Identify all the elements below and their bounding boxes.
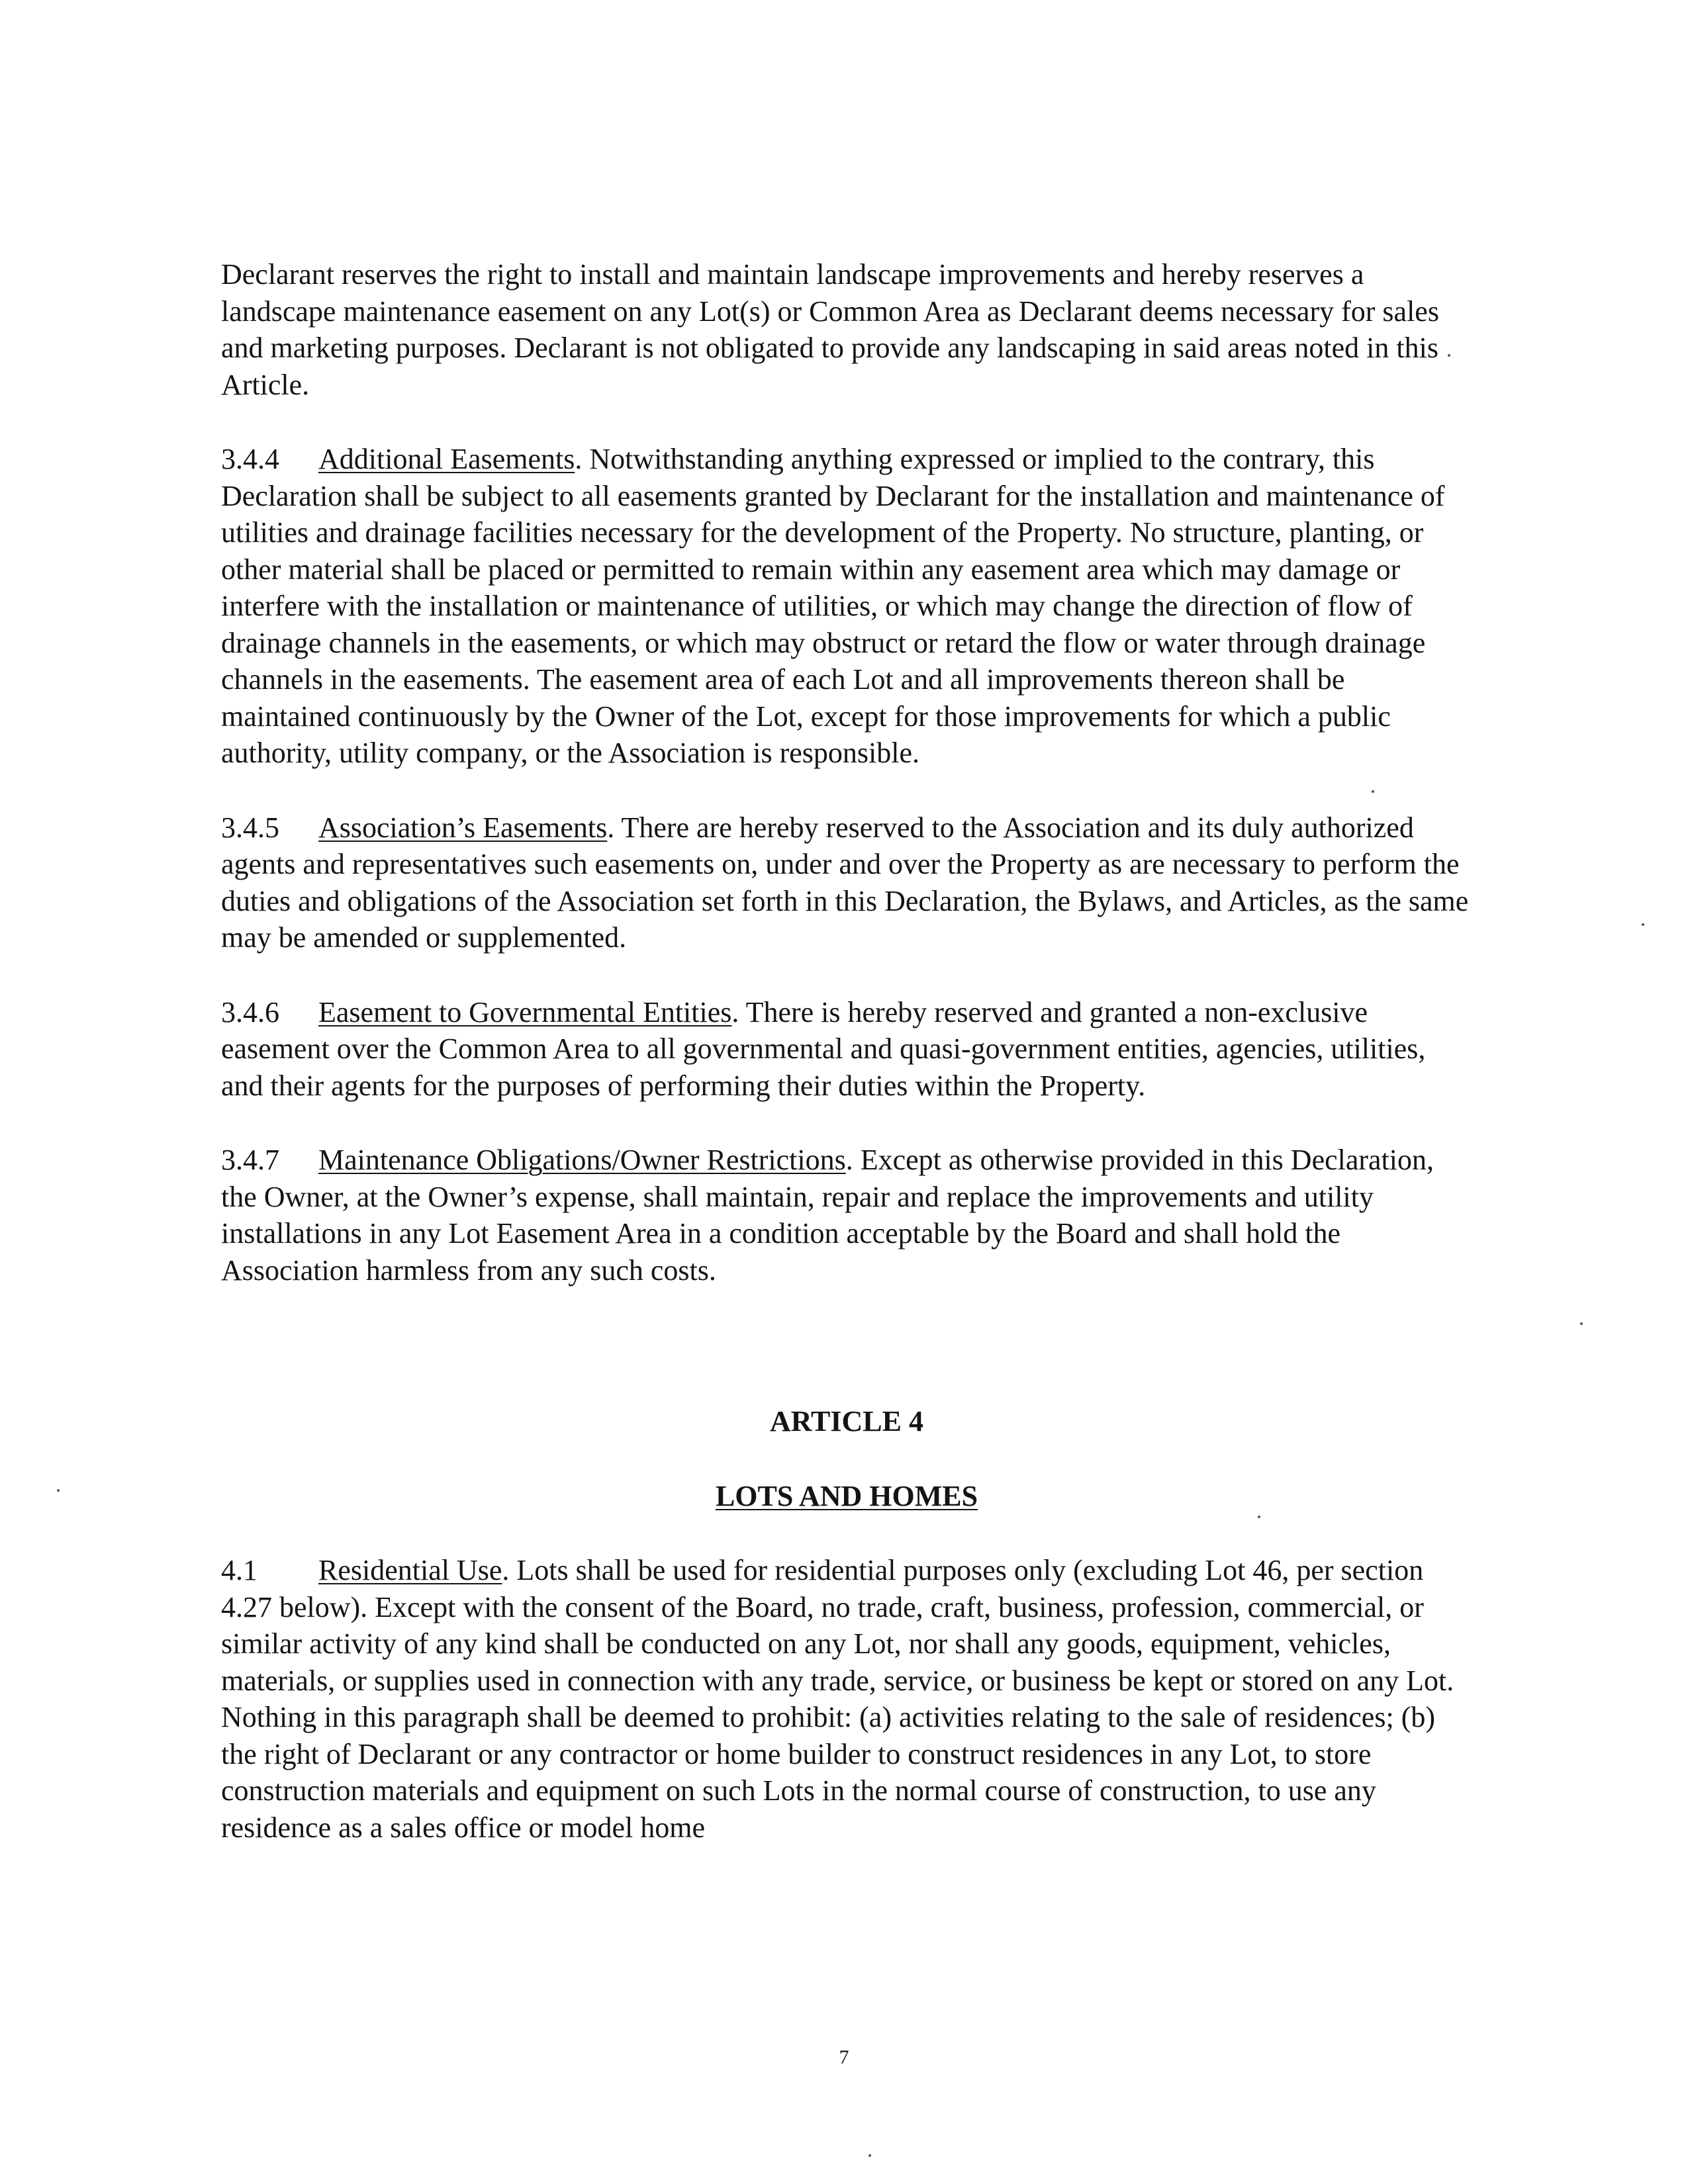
- scan-speck: [57, 1489, 60, 1492]
- scan-speck: [868, 2154, 871, 2157]
- article-title: LOTS AND HOMES: [715, 1479, 978, 1512]
- section-number: 3.4.6: [221, 995, 279, 1028]
- section-3-4-6: [221, 994, 1472, 1105]
- section-body: . There are hereby reserved to the Association and its duly authorized agents and representatives such easements on, under and over the Property as are necessary to perform the duties and obligations of the Association set forth in this Declaration, the Bylaws, and Articles, as the same may be amended or supplemented.: [221, 811, 1469, 954]
- document-page: [221, 256, 1472, 1884]
- section-body: . Notwithstanding anything expressed or implied to the contrary, this Declaration shall be subject to all easements granted by Declarant for the installation and maintenance of utilities and drainage facilities necessary for the development of the Property. No structure, planting, or other material shall be placed or permitted to remain within any easement area which may damage or interfere with the installation or maintenance of utilities, or which may change the direction of flow of drainage channels in the easements, or which may obstruct or retard the flow or water through drainage channels in the easements. The easement area of each Lot and all improvements thereon shall be maintained continuously by the Owner of the Lot, except for those improvements for which a public authority, utility company, or the Association is responsible.: [221, 443, 1445, 769]
- section-body: . There is hereby reserved and granted a non-exclusive easement over the Common Area to all governmental and quasi-government entities, agencies, utilities, and their agents for the purposes of performing their duties within the Property.: [221, 995, 1426, 1102]
- section-4-1: [221, 1552, 1472, 1846]
- section-number: 3.4.5: [221, 811, 279, 844]
- scan-speck: [1448, 354, 1450, 357]
- scan-speck: [1372, 790, 1374, 793]
- page-number: 7: [839, 2046, 849, 2068]
- section-number: 3.4.4: [221, 443, 279, 475]
- section-3-4-4: [221, 441, 1472, 772]
- section-number: 4.1: [221, 1554, 258, 1586]
- section-title: Additional Easements: [318, 443, 575, 475]
- intro-paragraph: Declarant reserves the right to install and maintain landscape improvements and hereby reserves a landscape maintenance easement on any Lot(s) or Common Area as Declarant deems necessary for sales and marketing purposes. Declarant is not obligated to provide any landscaping in said areas noted in this Article.: [221, 258, 1439, 401]
- article-heading: ARTICLE 4: [770, 1405, 923, 1437]
- section-body: . Lots shall be used for residential purposes only (excluding Lot 46, per section 4.27 below). Except with the consent of the Board, no trade, craft, business, profession, commercial, or similar activity of any kind shall be conducted on any Lot, nor shall any goods, equipment, vehicles, materials, or supplies used in connection with any trade, service, or business be kept or stored on any Lot. Nothing in this paragraph shall be deemed to prohibit: (a) activities relating to the sale of residences; (b) the right of Declarant or any contractor or home builder to construct residences in any Lot, to store construction materials and equipment on such Lots in the normal course of construction, to use any residence as a sales office or model home: [221, 1554, 1454, 1844]
- scan-speck: [1642, 923, 1644, 926]
- scan-speck: [1580, 1322, 1583, 1325]
- section-3-4-5: [221, 809, 1472, 956]
- section-title: Maintenance Obligations/Owner Restrictions: [318, 1144, 846, 1176]
- scan-speck: [1258, 1516, 1260, 1518]
- section-title: Association’s Easements: [318, 811, 608, 844]
- section-body: . Except as otherwise provided in this Declaration, the Owner, at the Owner’s expense, shall maintain, repair and replace the improvements and utility installations in any Lot Easement Area in a condition acceptable by the Board and shall hold the Association harmless from any such costs.: [221, 1144, 1434, 1287]
- section-title: Easement to Governmental Entities: [318, 995, 732, 1028]
- section-3-4-7: [221, 1142, 1472, 1289]
- section-title: Residential Use: [318, 1554, 502, 1586]
- section-number: 3.4.7: [221, 1144, 279, 1176]
